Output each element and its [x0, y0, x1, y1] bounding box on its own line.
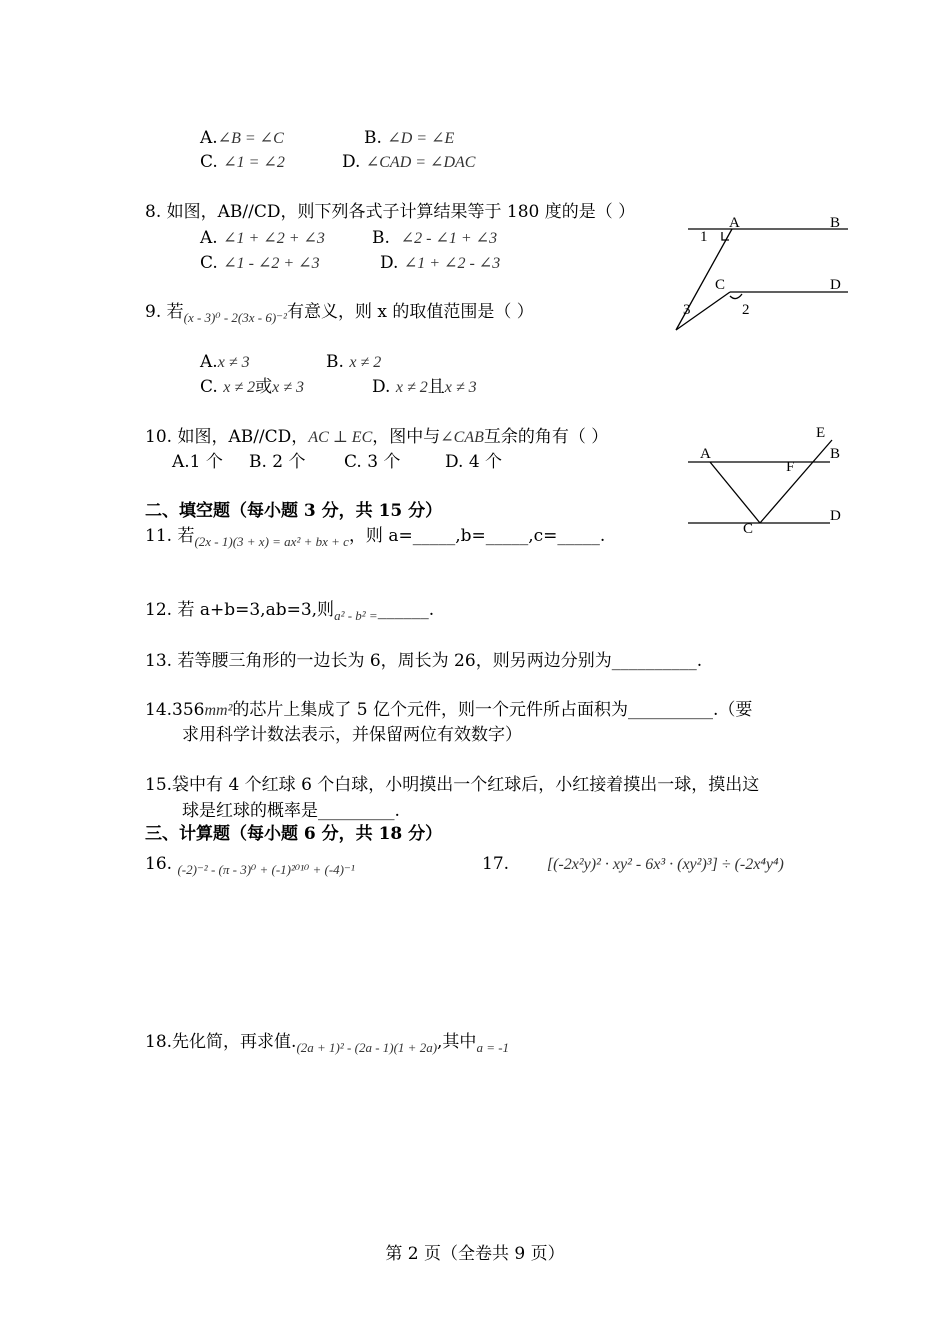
q9-option-d: D. x ≠ 2且x ≠ 3 [372, 377, 477, 397]
fig8-label-1: 1 [700, 229, 708, 245]
q16: 16. $_{(-2)^{-2} - (\pi - 3)^0 + (-1)^{2010} + (-4)^{-1}}$ [145, 854, 355, 877]
fig8-label-3: 3 [683, 302, 691, 318]
line-ce [760, 440, 832, 523]
q13: 13. 若等腰三角形的一边长为 6，周长为 26，则另两边分别为__________. [145, 651, 703, 671]
q8-figure [670, 210, 860, 335]
fig8-label-2: 2 [742, 302, 750, 318]
fig8-label-d: D [830, 277, 841, 293]
fig10-label-c: C [743, 521, 754, 537]
q14-line2: 求用科学计数法表示，并保留两位有效数字） [182, 725, 522, 745]
q7-option-b: B. ∠D = ∠E [364, 128, 455, 148]
q10-figure [680, 420, 850, 538]
fig10-label-b: B [830, 446, 841, 462]
q12: 12. 若 a+b=3,ab=3,则$_{a^2 - b^2 =}$______. [145, 600, 435, 623]
q15-line2: 球是红球的概率是_________. [182, 801, 400, 821]
q10-option-d: D. 4 个 [445, 452, 503, 472]
line-ac [710, 462, 760, 523]
q8-option-b: B. ∠2 - ∠1 + ∠3 [372, 228, 498, 248]
q10-stem: 10. 如图，AB//CD，AC ⊥ EC，图中与∠CAB互余的角有（ ） [145, 427, 609, 447]
q8-option-c: C. ∠1 - ∠2 + ∠3 [200, 253, 320, 273]
q15-line1: 15.袋中有 4 个红球 6 个白球，小明摸出一个红球后，小红接着摸出一球，摸出这 [145, 775, 760, 795]
q7-option-d: D. ∠CAD = ∠DAC [342, 152, 476, 172]
q9-option-c: C. x ≠ 2或x ≠ 3 [200, 377, 304, 397]
q17: 17. [(-2x²y)² · xy² - 6x³ · (xy²)³] ÷ (-2x⁴y⁴) [482, 854, 784, 874]
q9-option-b: B. x ≠ 2 [326, 352, 382, 372]
q8-stem: 8. 如图，AB//CD，则下列各式子计算结果等于 180 度的是（ ） [145, 202, 636, 222]
q8-option-a: A. ∠1 + ∠2 + ∠3 [200, 228, 325, 248]
q10-option-a: A.1 个 [172, 452, 223, 472]
fig10-label-f: F [786, 459, 795, 475]
section-3-heading: 三、计算题（每小题 6 分，共 18 分） [145, 824, 443, 844]
fig8-label-b: B [830, 215, 841, 231]
q18: 18.先化简，再求值$._{(2a + 1)^2 - (2a - 1)(1 + 2a)}$,其中$_{a = -1}$ [145, 1032, 510, 1055]
q10-option-b: B. 2 个 [249, 452, 306, 472]
q9-option-a: A.x ≠ 3 [200, 352, 250, 372]
section-2-heading: 二、填空题（每小题 3 分，共 15 分） [145, 501, 443, 521]
q8-option-d: D. ∠1 + ∠2 - ∠3 [380, 253, 501, 273]
q7-option-a: A.∠B = ∠C [200, 128, 284, 148]
fig10-label-e: E [816, 425, 826, 441]
q14-line1: 14.356mm²的芯片上集成了 5 亿个元件，则一个元件所占面积为__________.（要 [145, 700, 753, 720]
fig8-label-a: A [729, 215, 740, 231]
q10-option-c: C. 3 个 [344, 452, 401, 472]
q7-option-c: C. ∠1 = ∠2 [200, 152, 285, 172]
fig10-label-a: A [700, 446, 711, 462]
fig8-label-c: C [715, 277, 726, 293]
q9-stem: 9. 若$_{(x - 3)^0 - 2(3x - 6)^{-2}}$有意义，则 x 的取值范围是（ ） [145, 302, 534, 325]
fig10-label-d: D [830, 508, 841, 524]
angle-mark-2 [730, 294, 742, 299]
q11: 11. 若$_{(2x - 1)(3 + x) = ax^2 + bx + c}$，则 a=_____,b=_____,c=_____. [145, 526, 606, 549]
page-footer: 第 2 页（全卷共 9 页） [385, 1244, 565, 1264]
